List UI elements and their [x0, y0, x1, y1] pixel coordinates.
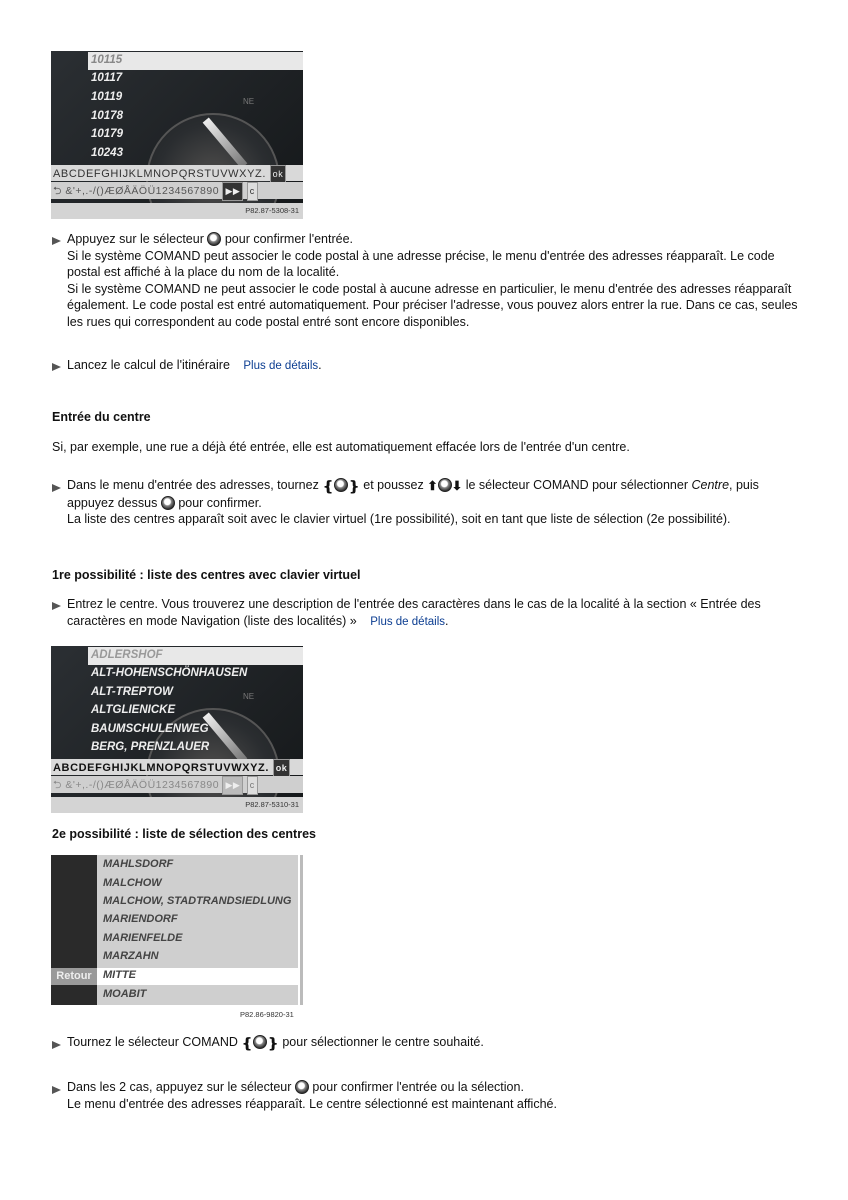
list-item[interactable]: 10119 [91, 91, 123, 103]
step-route-calc [67, 357, 807, 375]
figure-reference: P82.86-9820-31 [240, 1010, 294, 1019]
back-button[interactable]: Retour [51, 968, 97, 985]
step-text: La liste des centres apparaît soit avec le clavier virtuel (1re possibilité), soit en tant que liste de sélection (2e possibilité). [67, 512, 731, 526]
center-keyboard-screen [51, 646, 303, 813]
step-text: le sélecteur COMAND pour sélectionner [465, 478, 689, 492]
keyboard-symbols[interactable]: &'+,.-/()ÆØÅÄÖÜ1234567890 [65, 779, 220, 791]
step-text: pour sélectionner le centre souhaité. [282, 1035, 484, 1049]
list-item[interactable]: 10179 [91, 128, 123, 140]
list-item[interactable]: MARIENDORF [103, 913, 178, 925]
step-paragraph: Si le système COMAND ne peut associer le code postal à aucune adresse en particulier, le menu d'entrée des adresses réapparaît également. Le code postal est entré automatiquement. Pour préciser l'adresse, vous pouvez alors entrer la rue. Dans ce cas, seules les rues qui correspondent au code postal entré sont encore disponibles. [67, 281, 798, 329]
step-text: Le menu d'entrée des adresses réapparaît. Le centre sélectionné est maintenant affiché. [67, 1096, 557, 1111]
list-item[interactable]: MOABIT [103, 988, 147, 1000]
section-intro: Si, par exemple, une rue a déjà été entrée, elle est automatiquement effacée lors de l'entrée d'un centre. [52, 440, 630, 454]
step-text: Lancez le calcul de l'itinéraire [67, 358, 230, 372]
compass-label: NE [243, 97, 255, 106]
list-item[interactable]: MARIENFELDE [103, 932, 183, 944]
list-item[interactable]: MARZAHN [103, 950, 159, 962]
list-item[interactable]: ALT-HOHENSCHÖNHAUSEN [91, 667, 248, 679]
step-text: caractères en mode Navigation (liste des localités) » [67, 613, 357, 628]
keyboard-row-symbols[interactable] [51, 182, 303, 199]
step-confirm-entry [67, 231, 807, 330]
bullet-icon [52, 360, 64, 372]
arrow-down-icon: ⬇ [451, 479, 463, 493]
selector-rotate-icon [334, 478, 348, 492]
selector-press-icon [161, 496, 175, 510]
list-item[interactable]: 10178 [91, 110, 123, 122]
step-text: appuyez dessus [67, 495, 158, 510]
ok-button[interactable]: ok [270, 165, 287, 183]
keyboard-letters[interactable]: ABCDEFGHIJKLMNOPQRSTUVWXYZ. [53, 762, 270, 774]
keyboard-letters[interactable]: ABCDEFGHIJKLMNOPQRSTUVWXYZ. [53, 168, 266, 180]
list-item[interactable]: 10243 [91, 147, 123, 159]
bullet-icon [52, 481, 64, 493]
step-text: pour confirmer l'entrée ou la sélection. [312, 1080, 524, 1094]
selector-rotate-icon [253, 1035, 267, 1049]
selector-press-icon [207, 232, 221, 246]
step-text: , puis [729, 478, 759, 492]
step-rotate-select [67, 1034, 807, 1052]
step-enter-center [67, 596, 807, 630]
details-link[interactable]: Plus de détails [370, 615, 446, 628]
bullet-icon [52, 1083, 64, 1095]
section-title: 1re possibilité : liste des centres avec clavier virtuel [52, 568, 361, 582]
step-select-center [67, 477, 807, 528]
clear-button[interactable]: c [247, 182, 258, 201]
step-text: Entrez le centre. Vous trouverez une description de l'entrée des caractères dans le cas de la localité à la section « Entrée des [67, 597, 761, 611]
details-link[interactable]: Plus de détails [243, 360, 319, 372]
keyboard-row-symbols[interactable] [51, 776, 303, 793]
punctuation: . [445, 613, 449, 628]
punctuation: . [318, 358, 322, 372]
section-title: Entrée du centre [52, 410, 151, 424]
step-text: Tournez le sélecteur COMAND [67, 1035, 238, 1049]
ok-button[interactable]: ok [273, 759, 291, 777]
selector-press-icon [295, 1080, 309, 1094]
keyboard-symbols[interactable]: &'+,.-/()ÆØÅÄÖÜ1234567890 [65, 185, 220, 197]
list-item[interactable]: MALCHOW, STADTRANDSIEDLUNG [103, 895, 292, 907]
back-icon[interactable]: ⮌ [53, 779, 62, 791]
list-item[interactable]: MALCHOW [103, 877, 162, 889]
postal-code-screen [51, 51, 303, 219]
selector-push-icon [438, 478, 452, 492]
step-confirm-both [67, 1079, 807, 1112]
scrollbar[interactable] [300, 855, 303, 1005]
list-item[interactable]: BAUMSCHULENWEG [91, 723, 209, 735]
list-item[interactable]: 10117 [91, 72, 123, 84]
figure-reference: P82.87-5310-31 [51, 797, 303, 813]
forward-icon[interactable]: ▶▶ [222, 182, 243, 201]
bullet-icon [52, 1038, 64, 1050]
list-item-selected[interactable]: MITTE [103, 969, 136, 981]
forward-icon[interactable]: ▶▶ [222, 776, 243, 795]
list-item[interactable]: BERG, PRENZLAUER [91, 741, 210, 753]
step-text: Dans les 2 cas, appuyez sur le sélecteur [67, 1080, 292, 1094]
rotate-right-icon: ❵ [267, 1035, 279, 1051]
list-item[interactable]: ADLERSHOF [91, 649, 163, 661]
rotate-left-icon: ❴ [322, 478, 335, 494]
menu-item-name: Centre [691, 478, 730, 492]
bullet-icon [52, 234, 64, 246]
keyboard-row-letters[interactable] [51, 165, 303, 181]
rotate-right-icon: ❵ [348, 478, 360, 494]
bullet-icon [52, 599, 64, 611]
step-text: pour confirmer. [178, 495, 262, 510]
step-text: pour confirmer l'entrée. [224, 232, 353, 246]
compass-label: NE [243, 692, 255, 701]
section-title: 2e possibilité : liste de sélection des centres [52, 827, 316, 841]
clear-button[interactable]: c [247, 776, 258, 795]
back-icon[interactable]: ⮌ [53, 185, 62, 197]
keyboard-row-letters[interactable] [51, 759, 303, 775]
figure-reference: P82.87-5308-31 [51, 203, 303, 219]
list-item[interactable]: 10115 [91, 54, 123, 66]
arrow-up-icon: ⬆ [427, 479, 438, 493]
step-text: Dans le menu d'entrée des adresses, tournez [67, 478, 319, 492]
list-item[interactable]: ALTGLIENICKE [91, 704, 176, 716]
list-item[interactable]: MAHLSDORF [103, 858, 174, 870]
list-item[interactable]: ALT-TREPTOW [91, 686, 173, 698]
rotate-left-icon: ❴ [241, 1035, 254, 1051]
step-text: et poussez [363, 478, 424, 492]
center-selection-screen [51, 855, 303, 1005]
step-text: Appuyez sur le sélecteur [67, 232, 204, 246]
step-paragraph: Si le système COMAND peut associer le code postal à une adresse précise, le menu d'entrée des adresses réapparaît. Le code postal est affiché à la place du nom de la localité. [67, 248, 775, 279]
